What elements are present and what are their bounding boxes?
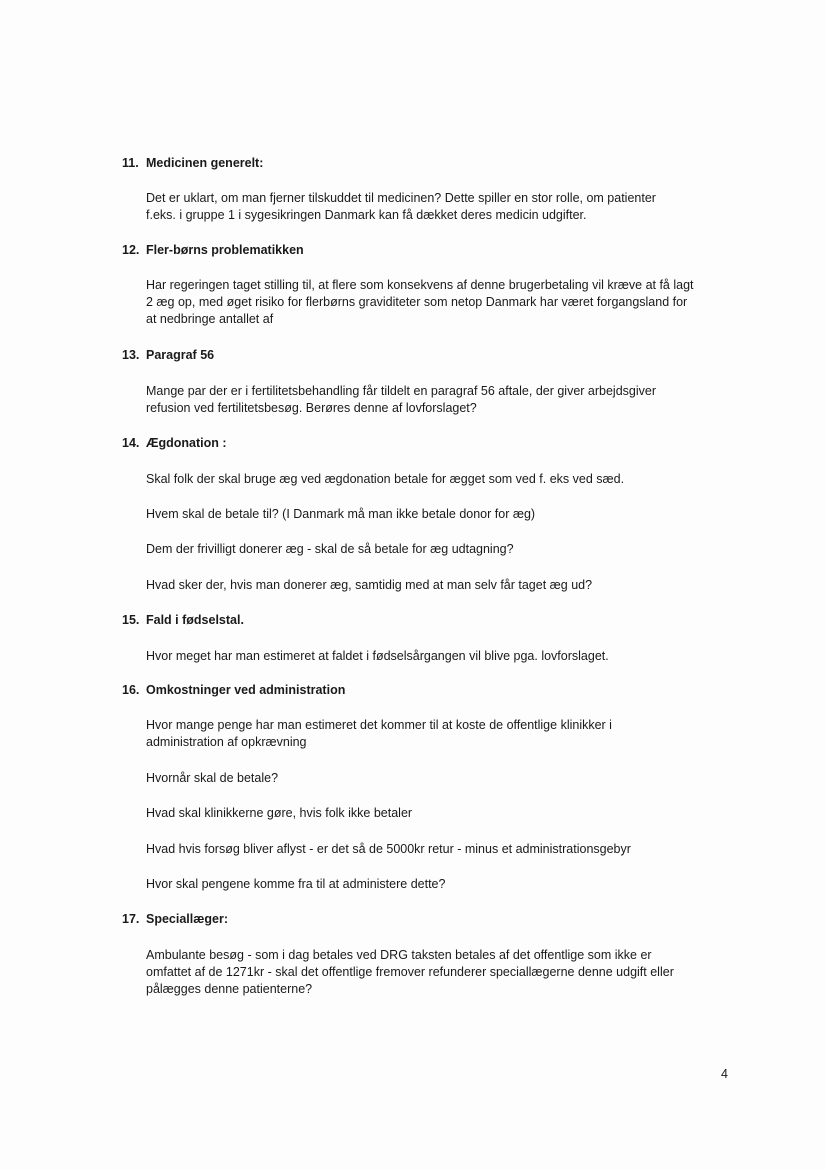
text-line: Hvad hvis forsøg bliver aflyst - er det så de 5000kr retur - minus et administrationsgebyr: [146, 842, 631, 856]
text-line: Hvad sker der, hvis man donerer æg, samtidig med at man selv får taget æg ud?: [146, 578, 593, 592]
paragraph: [146, 648, 746, 665]
section-title: Paragraf 56: [146, 348, 215, 362]
paragraph: [146, 947, 746, 998]
text-line: Hvem skal de betale til? (I Danmark må man ikke betale donor for æg): [146, 507, 536, 521]
section-title: Fald i fødselstal.: [146, 613, 244, 627]
text-line: Har regeringen taget stilling til, at flere som konsekvens af denne brugerbetaling vil kræve at få lagt: [146, 278, 694, 292]
text-line: Hvad skal klinikkerne gøre, hvis folk ikke betaler: [146, 806, 413, 820]
paragraph: [146, 876, 746, 893]
paragraph: [146, 841, 746, 858]
text-line: administration af opkrævning: [146, 735, 307, 749]
text-line: omfattet af de 1271kr - skal det offentlige fremover refunderer speciallægerne denne udgift eller: [146, 965, 674, 979]
section-heading-14: [122, 435, 227, 451]
section-heading-13: [122, 347, 214, 363]
section-title: Fler-børns problematikken: [146, 243, 304, 257]
section-title: Speciallæger:: [146, 912, 228, 926]
section-number: 13.: [122, 348, 140, 362]
paragraph: [146, 770, 746, 787]
section-title: Ægdonation :: [146, 436, 227, 450]
text-line: Dem der frivilligt donerer æg - skal de så betale for æg udtagning?: [146, 542, 514, 556]
paragraph: [146, 190, 746, 224]
page-number: 4: [721, 1067, 728, 1081]
text-line: Hvornår skal de betale?: [146, 771, 279, 785]
text-line: 2 æg op, med øget risiko for flerbørns graviditeter som netop Danmark har været forgangsland for: [146, 295, 688, 309]
text-line: pålægges denne patienterne?: [146, 982, 313, 996]
paragraph: [146, 471, 746, 488]
section-number: 12.: [122, 243, 140, 257]
text-line: refusion ved fertilitetsbesøg. Berøres denne af lovforslaget?: [146, 401, 477, 415]
section-number: 16.: [122, 683, 140, 697]
paragraph: [146, 541, 746, 558]
text-line: Hvor mange penge har man estimeret det kommer til at koste de offentlige klinikker i: [146, 718, 612, 732]
text-line: Ambulante besøg - som i dag betales ved DRG taksten betales af det offentlige som ikke er: [146, 948, 652, 962]
text-line: Hvor meget har man estimeret at faldet i fødselsårgangen vil blive pga. lovforslaget.: [146, 649, 609, 663]
section-number: 11.: [122, 156, 139, 170]
text-line: Hvor skal pengene komme fra til at administere dette?: [146, 877, 446, 891]
section-title: Medicinen generelt:: [146, 156, 264, 170]
section-heading-11: [122, 155, 263, 171]
paragraph: [146, 577, 746, 594]
section-heading-15: [122, 612, 244, 628]
paragraph: [146, 383, 746, 417]
section-number: 15.: [122, 613, 140, 627]
section-number: 14.: [122, 436, 140, 450]
section-heading-16: [122, 682, 345, 698]
text-line: Mange par der er i fertilitetsbehandling får tildelt en paragraf 56 aftale, der giver arbejdsgiver: [146, 384, 657, 398]
text-line: Det er uklart, om man fjerner tilskuddet til medicinen? Dette spiller en stor rolle, om patienter: [146, 191, 656, 205]
section-title: Omkostninger ved administration: [146, 683, 346, 697]
paragraph: [146, 506, 746, 523]
text-line: at nedbringe antallet af: [146, 312, 274, 326]
paragraph: [146, 717, 746, 751]
section-number: 17.: [122, 912, 140, 926]
text-line: Skal folk der skal bruge æg ved ægdonation betale for ægget som ved f. eks ved sæd.: [146, 472, 625, 486]
section-heading-17: [122, 911, 228, 927]
text-line: f.eks. i gruppe 1 i sygesikringen Danmark kan få dækket deres medicin udgifter.: [146, 208, 587, 222]
paragraph: [146, 277, 746, 328]
paragraph: [146, 805, 746, 822]
section-heading-12: [122, 242, 304, 258]
